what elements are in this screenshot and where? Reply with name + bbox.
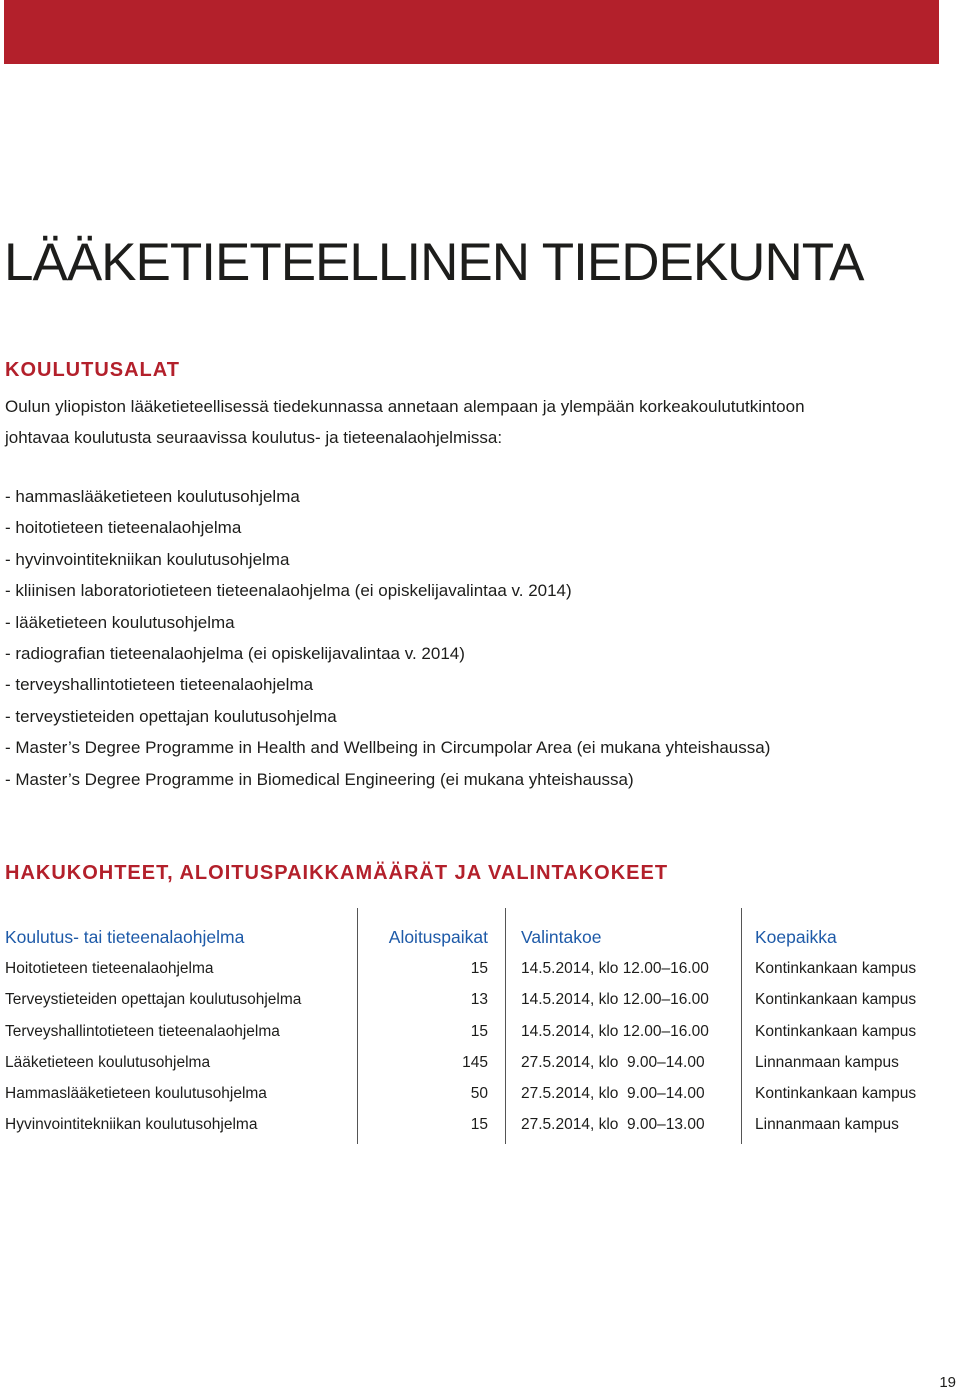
table-cell-program: Terveystieteiden opettajan koulutusohjelma [5,991,302,1008]
program-item: - hyvinvointitekniikan koulutusohjelma [5,549,290,569]
table-cell-seats: 15 [470,1023,488,1040]
table-cell-exam: 27.5.2014, klo 9.00–14.00 [521,1085,705,1102]
table-cell-program: Terveyshallintotieteen tieteenalaohjelma [5,1023,280,1040]
program-item: - terveyshallintotieteen tieteenalaohjelma [5,675,314,695]
table-cell-program: Hoitotieteen tieteenalaohjelma [5,960,214,977]
program-item: - terveystieteiden opettajan koulutusohjelma [5,706,337,726]
program-item: - radiografian tieteenalaohjelma (ei opiskelijavalintaa v. 2014) [5,644,465,664]
table-cell-seats: 15 [470,1116,488,1133]
column-divider [357,908,358,1144]
column-divider [505,908,506,1144]
program-item: - hammaslääketieteen koulutusohjelma [5,487,300,506]
program-item: - lääketieteen koulutusohjelma [5,612,235,632]
table-cell-location: Linnanmaan kampus [755,1054,899,1071]
table-cell-exam: 14.5.2014, klo 12.00–16.00 [521,1023,709,1040]
table-cell-program: Lääketieteen koulutusohjelma [5,1054,211,1071]
intro-paragraph [5,391,945,453]
program-item: - hoitotieteen tieteenalaohjelma [5,518,242,538]
table-cell-location: Kontinkankaan kampus [755,960,917,977]
table-cell-seats: 15 [470,960,488,977]
page-title: LÄÄKETIETEELLINEN TIEDEKUNTA [4,233,864,292]
column-divider [741,908,742,1144]
section-heading-koulutusalat: KOULUTUSALAT [5,359,180,381]
program-item: - kliinisen laboratoriotieteen tieteenalaohjelma (ei opiskelijavalintaa v. 2014) [5,581,572,601]
header-exam: Valintakoe [521,927,602,947]
section-heading-hakukohteet: HAKUKOHTEET, ALOITUSPAIKKAMÄÄRÄT JA VALINTAKOKEET [5,862,669,884]
table-cell-exam: 27.5.2014, klo 9.00–14.00 [521,1054,705,1071]
header-location: Koepaikka [755,927,837,947]
program-item: - Master’s Degree Programme in Health and Wellbeing in Circumpolar Area (ei mukana yhteishaussa) [5,738,771,758]
table-cell-seats: 50 [470,1085,488,1102]
header-seats: Aloituspaikat [388,927,488,947]
header-program: Koulutus- tai tieteenalaohjelma [5,927,245,947]
table-cell-program: Hammaslääketieteen koulutusohjelma [5,1085,267,1102]
intro-line: johtavaa koulutusta seuraavissa koulutus- ja tieteenalaohjelmissa: [5,428,503,447]
table-cell-location: Kontinkankaan kampus [755,991,917,1008]
table-cell-seats: 145 [462,1054,488,1071]
table-cell-location: Kontinkankaan kampus [755,1023,917,1040]
table-cell-exam: 14.5.2014, klo 12.00–16.00 [521,960,709,977]
table-cell-location: Linnanmaan kampus [755,1116,899,1133]
page-number: 19 [939,1374,956,1391]
table-cell-program: Hyvinvointitekniikan koulutusohjelma [5,1116,258,1133]
top-color-bar [4,0,939,64]
table-cell-exam: 27.5.2014, klo 9.00–13.00 [521,1116,705,1133]
program-list [5,481,955,795]
table-cell-exam: 14.5.2014, klo 12.00–16.00 [521,991,709,1008]
intro-line: Oulun yliopiston lääketieteellisessä tiedekunnassa annetaan alempaan ja ylempään korkeakoulututkintoon [5,397,805,416]
admissions-table [0,908,960,1144]
program-item: - Master’s Degree Programme in Biomedical Engineering (ei mukana yhteishaussa) [5,769,634,789]
table-cell-location: Kontinkankaan kampus [755,1085,917,1102]
table-cell-seats: 13 [470,991,488,1008]
